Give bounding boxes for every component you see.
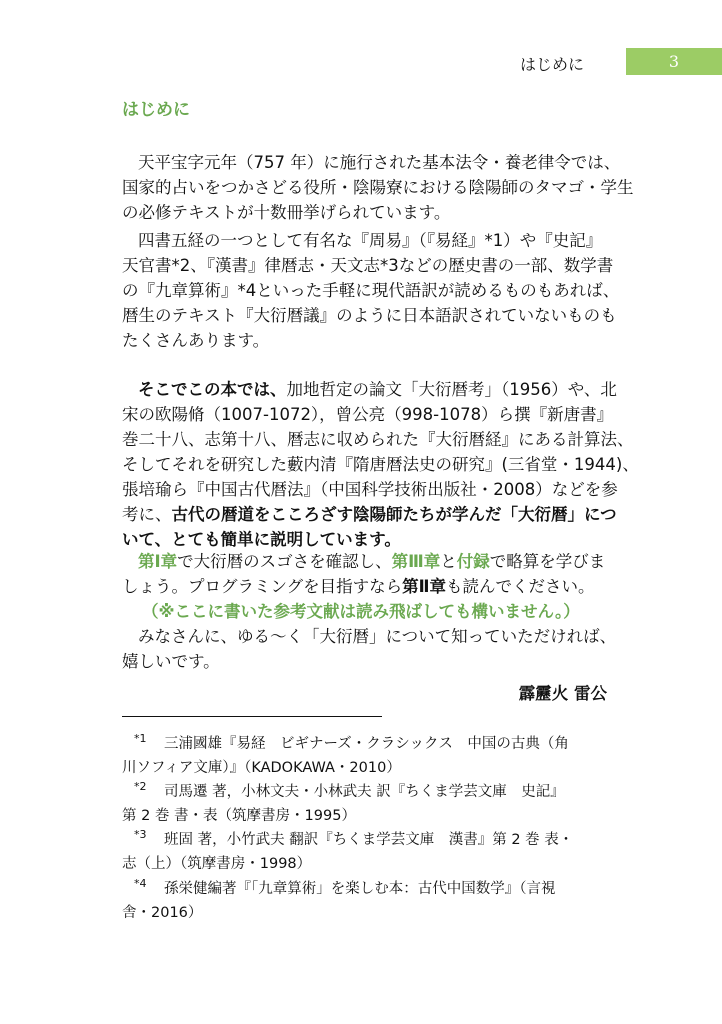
footnote-divider (122, 716, 382, 717)
paragraph-text: で略算を学びま (489, 552, 606, 571)
paragraph-line: の必修テキストが十数冊挙げられています。 (122, 203, 451, 222)
footnote-text: 孫栄健編著『「九章算術」を楽しむ本：古代中国数学』（言視 (164, 881, 556, 897)
paragraph-text: 考に、 (122, 505, 172, 524)
bold-text: いて、とても簡単に説明しています。 (122, 530, 401, 549)
chapter-ref-1: 第Ⅰ章 (138, 552, 178, 571)
paragraph-4 (122, 549, 617, 674)
paragraph-line (122, 574, 602, 599)
footnote-4 (122, 877, 602, 925)
bold-text: 古代の暦道をこころざす陰陽師たちが学んだ「大衍暦」につ (171, 505, 617, 524)
footnote-line: *3 班固 著，小竹武夫 翻訳『ちくま学芸文庫 漢書』第 2 巻 表・ (134, 828, 574, 848)
paragraph-line: 天平宝字元年（757 年）に施行された基本法令・養老律令では、 (138, 153, 621, 172)
footnote-text: 三浦國雄『易経 ビギナーズ・クラシックス 中国の古典（角 (164, 736, 569, 752)
page-number-tab: 3 (626, 48, 722, 75)
paragraph-line: 巻二十八、志第十八、暦志に収められた『大衍暦経』にある計算法、 (122, 430, 634, 449)
paragraph-text: 加地哲定の論文「大衍暦考」（1956）や、北 (286, 380, 617, 399)
paragraph-line: 四書五経の一つとして有名な『周易』（『易経』*1）や『史記』 (138, 231, 603, 250)
paragraph-line: 暦生のテキスト『大衍暦議』のように日本語訳されていないものも (122, 306, 617, 325)
paragraph-line (122, 549, 606, 574)
paragraph-line: たくさんあります。 (122, 331, 270, 350)
paragraph-1 (122, 150, 634, 225)
running-header-title: はじめに (520, 55, 585, 74)
note-line: （※ここに書いた参考文献は読み飛ばしても構いません。） (142, 602, 580, 621)
footnote-line: 志（上）（筑摩書房・1998） (122, 856, 312, 872)
appendix-ref: 付録 (456, 552, 490, 571)
footnote-text: 班固 著，小竹武夫 翻訳『ちくま学芸文庫 漢書』第 2 巻 表・ (164, 832, 574, 848)
footnote-line: 第 2 巻 書・表（筑摩書房・1995） (122, 808, 356, 824)
paragraph-2 (122, 228, 620, 353)
paragraph-line: 嬉しいです。 (122, 652, 220, 671)
paragraph-3 (122, 377, 639, 552)
paragraph-line: 宋の欧陽脩（1007-1072），曾公亮（998-1078）ら撰『新唐書』 (122, 405, 614, 424)
paragraph-line (122, 377, 617, 402)
footnote-line: *2 司馬遷 著，小林文夫・小林武夫 訳『ちくま学芸文庫 史記』 (134, 780, 565, 800)
chapter-ref-3: 第Ⅲ章 (391, 552, 441, 571)
paragraph-text: で大衍暦のスゴさを確認し、 (177, 552, 392, 571)
paragraph-line: 国家的占いをつかさどる役所・陰陽寮における陰陽師のタマゴ・学生 (122, 178, 634, 197)
author-name: 霹靂火 雷公 (518, 684, 607, 703)
footnote-line: 舎・2016） (122, 905, 203, 921)
footnote-line: 川ソフィア文庫）』（KADOKAWA・2010） (122, 760, 401, 776)
footnote-text: 司馬遷 著，小林文夫・小林武夫 訳『ちくま学芸文庫 史記』 (164, 784, 565, 800)
footnote-2 (122, 780, 602, 828)
bold-lead: そこでこの本では、 (138, 380, 287, 399)
paragraph-text: も読んでください。 (446, 577, 595, 596)
footnote-3 (122, 828, 602, 876)
paragraph-line: の『九章算術』*4といった手軽に現代語訳が読めるものもあれば、 (122, 281, 620, 300)
paragraph-line: みなさんに、ゆる～く「大衍暦」について知っていただければ、 (138, 627, 617, 646)
footnote-1 (122, 732, 602, 780)
paragraph-line: 天官書*2、『漢書』律暦志・天文志*3などの歴史書の一部、数学書 (122, 256, 614, 275)
paragraph-line: そしてそれを研究した藪内清『隋唐暦法史の研究』(三省堂・1944)、 (122, 455, 639, 474)
chapter-ref-2: 第Ⅱ章 (402, 577, 447, 596)
footnote-line: *1 三浦國雄『易経 ビギナーズ・クラシックス 中国の古典（角 (134, 732, 569, 752)
paragraph-text: と (440, 552, 457, 571)
paragraph-line: 張培瑜ら『中国古代暦法』（中国科学技術出版社・2008）などを参 (122, 480, 618, 499)
footnote-line: *4 孫栄健編著『「九章算術」を楽しむ本：古代中国数学』（言視 (134, 877, 556, 897)
paragraph-text: しょう。プログラミングを目指すなら (122, 577, 403, 596)
section-title: はじめに (122, 100, 190, 120)
paragraph-line (122, 502, 617, 527)
